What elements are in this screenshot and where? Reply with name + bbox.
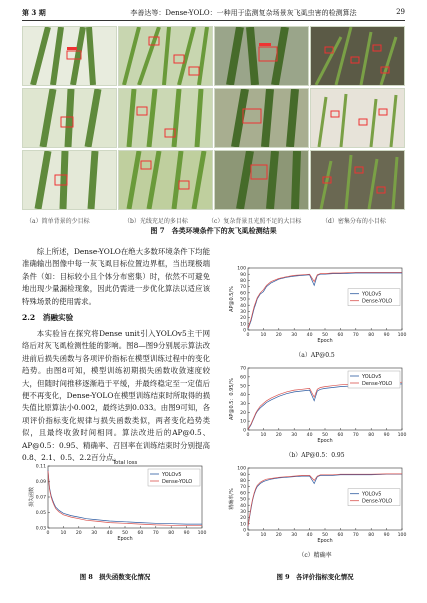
y-axis-label: 精确率/% — [229, 488, 235, 510]
paragraph-1: 综上所述，Dense-YOLO在绝大多数环境条件下均能准确输出图像中每一灰飞虱目标位置边界框，当出现极端条件（如：目标较小且个体分布密集）时，依然不可避免地出现少量漏检现象，因此仍需进一步优化算法以适应该特殊场景的使用需求。 — [22, 247, 210, 306]
x-tick-label: 100 — [397, 433, 407, 438]
precision-chart — [222, 462, 408, 550]
y-tick-label: 0.09 — [35, 480, 46, 486]
subcaption-c: （c）复杂背景且光照不足的大目标 — [208, 218, 302, 225]
y-tick-label: 30 — [240, 402, 246, 408]
x-tick-label: 50 — [122, 531, 128, 536]
x-tick-label: 20 — [275, 433, 282, 438]
subcaption-b: （b）光线充足的多目标 — [124, 218, 188, 225]
x-axis-label: Epoch — [317, 538, 333, 544]
x-tick-label: 0 — [246, 333, 250, 338]
legend-label: YOLOv5 — [362, 291, 382, 298]
y-tick-label: 40 — [240, 303, 246, 309]
photo-b3 — [118, 150, 213, 210]
y-tick-label: 80 — [240, 479, 246, 484]
legend-label: YOLOv5 — [362, 491, 382, 498]
subcaption-d: （d）密集分布的小目标 — [322, 218, 386, 225]
x-tick-label: 90 — [383, 333, 390, 338]
y-tick-label: 0 — [243, 528, 246, 534]
y-axis-label: 损失函数 — [29, 486, 35, 508]
x-tick-label: 40 — [106, 531, 113, 536]
y-tick-label: 30 — [240, 310, 246, 315]
page-number: 29 — [396, 8, 405, 16]
y-tick-label: 20 — [240, 516, 246, 522]
legend-label: Dense-YOLO — [162, 478, 193, 485]
x-tick-label: 90 — [383, 533, 390, 538]
x-tick-label: 50 — [322, 333, 328, 338]
y-tick-label: 0.05 — [35, 511, 46, 517]
figure-7-grid — [22, 26, 405, 225]
y-tick-label: 70 — [240, 366, 246, 372]
x-tick-label: 60 — [137, 531, 144, 536]
running-title: 李善达等：Dense-YOLO：一种用于监测复杂场景灰飞虱虫害的检测算法 — [130, 9, 357, 17]
x-tick-label: 50 — [322, 533, 328, 538]
x-tick-label: 20 — [275, 333, 282, 338]
photo-d1 — [310, 26, 405, 86]
figure-9a-subcaption: （a）AP@0.5 — [295, 352, 335, 359]
loss-chart — [22, 458, 208, 548]
x-tick-label: 0 — [246, 533, 250, 538]
photo-d2 — [310, 88, 405, 148]
y-tick-label: 90 — [240, 472, 246, 478]
x-tick-label: 90 — [383, 433, 390, 438]
y-tick-label: 40 — [240, 393, 246, 399]
y-tick-label: 10 — [240, 419, 246, 425]
photo-a2 — [22, 88, 117, 148]
x-axis-label: Epoch — [117, 536, 133, 542]
section-title: 2.2 消融实验 — [22, 313, 74, 322]
x-tick-label: 90 — [183, 531, 190, 536]
x-tick-label: 100 — [197, 531, 207, 536]
legend-label: Dense-YOLO — [362, 298, 393, 305]
x-tick-label: 10 — [60, 531, 67, 536]
chart-title: Total loss — [112, 460, 138, 466]
y-tick-label: 30 — [240, 510, 246, 515]
y-tick-label: 10 — [240, 522, 246, 528]
x-tick-label: 80 — [368, 333, 375, 338]
y-tick-label: 0.03 — [35, 526, 46, 532]
y-tick-label: 80 — [240, 279, 246, 284]
legend-label: Dense-YOLO — [362, 498, 393, 505]
y-tick-label: 0 — [243, 428, 246, 434]
y-tick-label: 20 — [240, 316, 246, 322]
x-axis-label: Epoch — [317, 438, 333, 444]
y-tick-label: 60 — [240, 375, 246, 381]
x-tick-label: 10 — [260, 533, 267, 538]
legend-label: YOLOv5 — [162, 471, 182, 478]
issue-label: 第 3 期 — [22, 8, 46, 17]
x-tick-label: 70 — [352, 433, 359, 438]
header-rule — [22, 20, 405, 21]
y-tick-label: 50 — [240, 384, 246, 390]
figure-9a-chart — [222, 262, 408, 354]
legend-label: YOLOv5 — [362, 373, 382, 380]
figure-9c-subcaption: （c）精确率 — [298, 552, 332, 559]
y-axis-label: AP@0.5：0.95/% — [229, 378, 235, 420]
photo-c2 — [214, 88, 309, 148]
y-axis-label: AP@0.5/% — [229, 286, 235, 312]
x-tick-label: 0 — [46, 531, 50, 536]
figure-9-caption: 图 9 各评价指标变化情况 — [276, 573, 354, 581]
figure-7-caption: 图 7 各类环境条件下的灰飞虱检测结果 — [150, 226, 277, 235]
photo-c1 — [214, 26, 309, 86]
series-line-dense-yolo — [248, 382, 402, 429]
y-tick-label: 70 — [240, 285, 246, 291]
photo-a1 — [22, 26, 117, 86]
y-tick-label: 60 — [240, 491, 246, 497]
x-tick-label: 40 — [306, 433, 313, 438]
x-tick-label: 20 — [275, 533, 282, 538]
y-tick-label: 10 — [240, 322, 246, 328]
figure-9b-chart — [222, 362, 408, 454]
x-tick-label: 60 — [337, 333, 344, 338]
x-tick-label: 70 — [152, 531, 159, 536]
figure-9c-chart — [222, 462, 408, 554]
ap50-chart — [222, 262, 408, 350]
y-tick-label: 100 — [237, 266, 246, 272]
photo-d3 — [310, 150, 405, 210]
y-tick-label: 50 — [240, 297, 246, 303]
running-header — [22, 8, 405, 20]
x-tick-label: 60 — [337, 533, 344, 538]
photo-c3 — [214, 150, 309, 210]
x-tick-label: 40 — [306, 533, 313, 538]
x-tick-label: 30 — [91, 531, 98, 536]
x-tick-label: 20 — [75, 531, 82, 536]
x-tick-label: 50 — [322, 433, 328, 438]
photo-a3 — [22, 150, 117, 210]
x-tick-label: 100 — [397, 533, 407, 538]
x-tick-label: 80 — [368, 533, 375, 538]
x-tick-label: 100 — [397, 333, 407, 338]
y-tick-label: 0.11 — [35, 464, 46, 470]
figure-8-caption: 图 8 损失函数变化情况 — [79, 573, 151, 581]
paragraph-2: 本实验旨在探究将Dense unit引入YOLOv5主干网络后对灰飞虱检测性能的影响。图8—图9分别展示算法改进前后损失函数与各项评价指标在模型训练过程中的变化趋势。由图8可知，模型训练初期损失函数收敛速度较大，但随时间推移逐渐趋于平缓，并最终稳定至一定值后便不再变化，Dense-YOLO在模型训练结束时所取得的损失值比原算法小0.002，最终达到0.033。由图9可知，各项评价指标变化规律与损失函数类似，两者变化趋势类似，且最终收敛时间相同。算法改进后的AP@0.5、AP@0.5：0.95、精确率、召回率在训练结束时分别提高0.8、2.1、0.5、2.2百分点。 — [22, 329, 210, 463]
legend-label: Dense-YOLO — [362, 380, 393, 387]
photo-b2 — [118, 88, 213, 148]
ap5095-chart — [222, 362, 408, 450]
figure-8-chart — [22, 458, 208, 552]
x-tick-label: 0 — [246, 433, 250, 438]
figure-9b-subcaption: （b）AP@0.5：0.95 — [285, 452, 345, 459]
series-line-yolov5 — [248, 384, 402, 430]
x-tick-label: 80 — [368, 433, 375, 438]
y-tick-label: 90 — [240, 272, 246, 278]
y-tick-label: 0 — [243, 328, 246, 334]
subcaption-a: （a）简单背景的少目标 — [26, 218, 90, 225]
x-tick-label: 40 — [306, 333, 313, 338]
x-tick-label: 10 — [260, 333, 267, 338]
y-tick-label: 70 — [240, 485, 246, 491]
y-tick-label: 50 — [240, 497, 246, 503]
x-tick-label: 80 — [168, 531, 175, 536]
y-tick-label: 60 — [240, 291, 246, 297]
x-tick-label: 70 — [352, 333, 359, 338]
x-tick-label: 70 — [352, 533, 359, 538]
y-tick-label: 0.07 — [35, 495, 46, 501]
x-tick-label: 60 — [337, 433, 344, 438]
y-tick-label: 100 — [237, 466, 246, 472]
photo-b1 — [118, 26, 213, 86]
y-tick-label: 20 — [240, 410, 246, 416]
x-tick-label: 30 — [291, 333, 298, 338]
x-tick-label: 30 — [291, 433, 298, 438]
x-axis-label: Epoch — [317, 338, 333, 344]
x-tick-label: 30 — [291, 533, 298, 538]
x-tick-label: 10 — [260, 433, 267, 438]
y-tick-label: 40 — [240, 503, 246, 509]
